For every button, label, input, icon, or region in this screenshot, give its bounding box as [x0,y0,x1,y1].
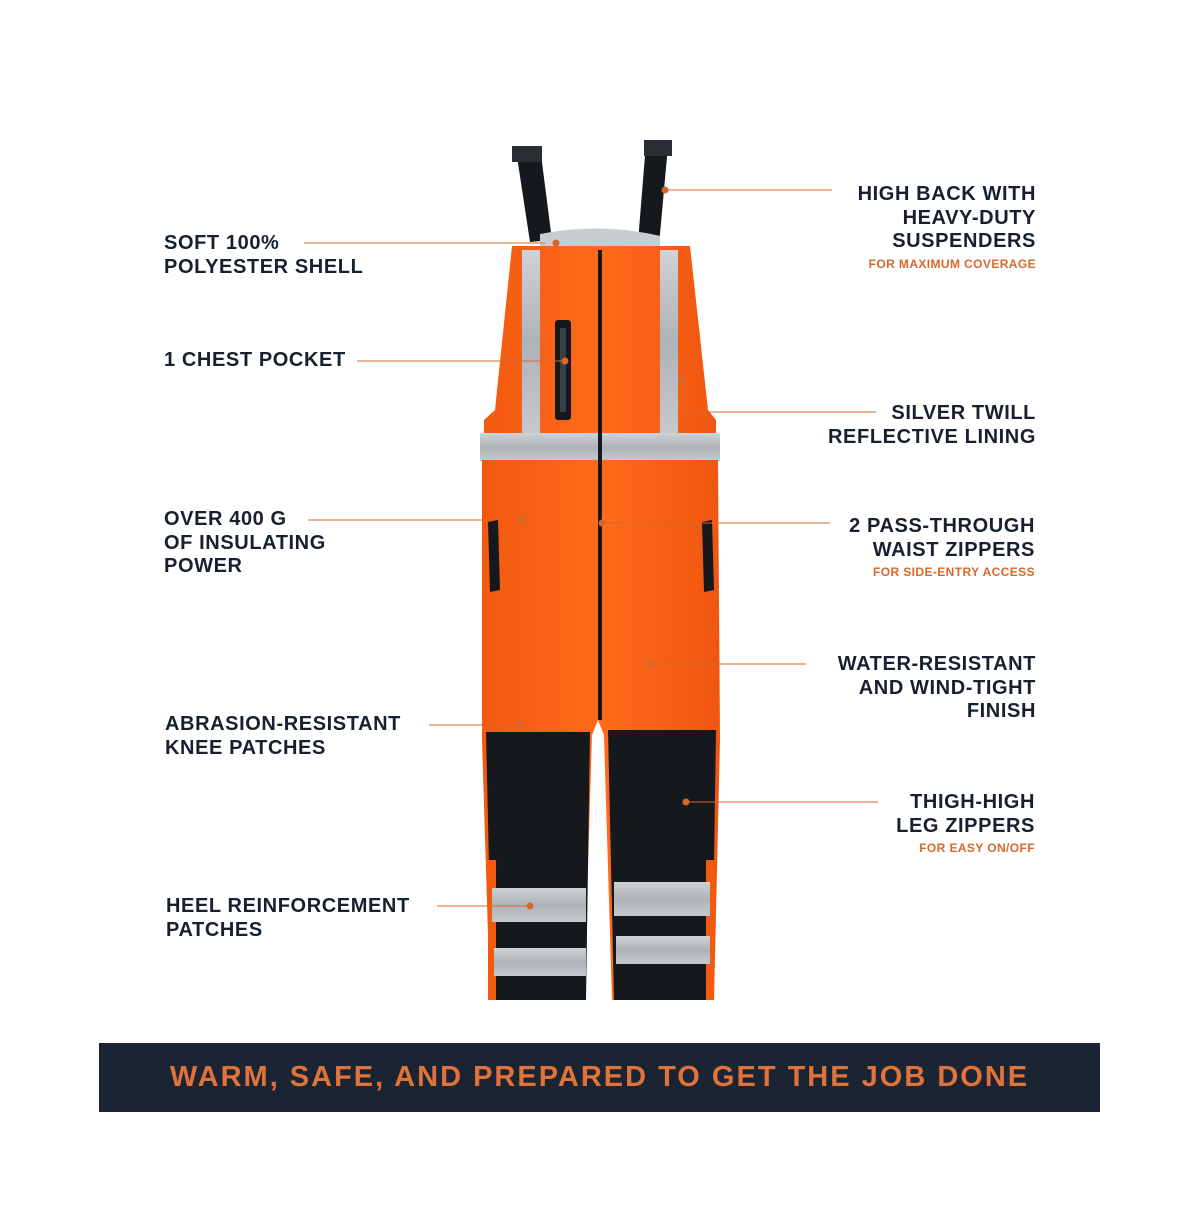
callout-line: ABRASION-RESISTANT [165,713,401,735]
callout-chest-pocket [164,349,346,373]
callout-leg-zippers [896,791,1035,856]
tagline-banner [99,1043,1100,1112]
callout-line: OVER 400 G [164,508,287,530]
callout-knee-patches [165,713,401,760]
callout-line: WATER-RESISTANT [837,653,1036,675]
callout-insulation [164,508,326,579]
callout-line: 1 CHEST POCKET [164,349,346,371]
callout-line: WAIST ZIPPERS [872,538,1035,561]
callout-line: LEG ZIPPERS [896,814,1035,837]
callout-line: AND WIND-TIGHT [858,676,1036,699]
callout-heel-reinforcement [166,895,410,942]
callout-line: OF INSULATING [164,531,326,554]
callout-subtitle: FOR MAXIMUM COVERAGE [868,256,1036,271]
callout-line: THIGH-HIGH [910,791,1035,813]
callout-line: KNEE PATCHES [165,736,326,759]
callout-line: POLYESTER SHELL [164,255,364,278]
callout-waist-zippers [849,515,1035,580]
callout-subtitle: FOR EASY ON/OFF [919,841,1035,855]
callout-line: SUSPENDERS [892,230,1036,252]
callout-line: PATCHES [166,918,263,941]
callout-reflective-lining [828,402,1036,449]
callout-line: FINISH [966,700,1036,722]
callout-line: REFLECTIVE LINING [828,425,1036,448]
tagline-text: WARM, SAFE, AND PREPARED TO GET THE JOB DONE [169,1061,1030,1093]
callout-line: HEAVY-DUTY [902,206,1036,229]
callout-line: 2 PASS-THROUGH [849,515,1035,537]
callout-line: HEEL REINFORCEMENT [166,895,410,917]
callout-line: POWER [164,555,243,577]
callout-high-back-suspenders [858,183,1036,272]
callout-polyester-shell [164,232,363,279]
callout-water-resistant [838,653,1036,724]
callout-line: SILVER TWILL [891,402,1036,424]
callout-subtitle: FOR SIDE-ENTRY ACCESS [873,565,1035,579]
callout-line: HIGH BACK WITH [857,183,1036,205]
callout-line: SOFT 100% [164,232,280,254]
